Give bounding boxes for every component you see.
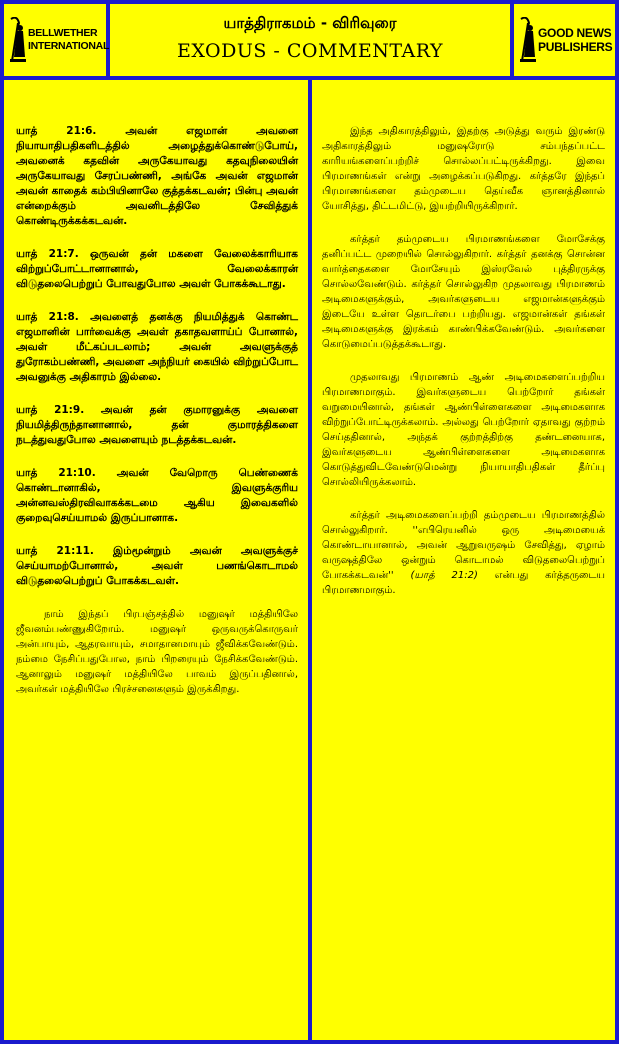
good-news-logo (514, 4, 615, 76)
title-english: EXODUS - COMMENTARY (176, 40, 444, 62)
commentary-paragraph: கர்த்தர் தம்முடைய பிரமாணங்களை மோசேக்கு தனிப்பட்ட முறையில் சொல்லுகிறார். கர்த்தர் தனக்கு சொன்ன வார்த்தைகளை மோசேயும் இஸ்ரவேல் புத்திரருக்கு சொல்லவேண்டும். கர்த்தர் சொல்லுகிற முதலாவது பிரமாணம் அடிமைகளுக்கும், அவர்களுடைய எஜமான்களுக்கும் இடையே உள்ள தொடர்பை பற்றியது. எஜமான்கள் தங்கள் அடிமைகளுக்கு இரக்கம் காண்பிக்கவேண்டும். அவர்களை கொடுமைப்படுத்தக்கூடாது. (322, 234, 605, 350)
page-header (110, 4, 510, 76)
commentary-paragraph: நாம் இந்தப் பிரபஞ்சத்தில் மனுஷர் மத்தியிலே ஜீவனம்பண்ணுகிறோம். மனுஷர் ஒருவருக்கொருவர் அன்பாயும், ஆதரவாயும், சமாதானமாயும் ஜீவிக்கவேண்டும். நம்மை நேசிப்பதுபோல, நாம் பிறரையும் நேசிக்கவேண்டும். ஆனாலும் மனுஷர் மத்தியிலே பாவம் இருப்பதினால், அவர்கள் மத்தியிலே பிரச்சனைகளும் இருக்கிறது. (16, 609, 298, 695)
paragraph-text: கர்த்தர் அடிமைகளைப்பற்றி தம்முடைய பிரமாணத்தில் சொல்லுகிறார். ''எபிரெயனில் ஒரு அடிமையைக் கொண்டாயானால், அவன் ஆறுவருஷம் சேவித்து, ஏழாம் வருஷத்திலே ஒன்றும் கொடாமல் விடுதலைபெற்றுப் போகக்கடவன்'' (322, 510, 605, 581)
verse-21-6: யாத் 21:6. அவன் எஜமான் அவனை நியாயாதிபதிகளிடத்தில் அழைத்துக்கொண்டுபோய், அவனைக் கதவின் அருகேயாவது கதவுநிலையின் அருகேயாவது சேரப்பண்ணி, அங்கே அவன் எஜமான் அவன் காதைக் கம்பியினாலே குத்தக்கடவன்; பின்பு அவன் என்றைக்கும் அவனிடத்திலே சேவித்துக் கொண்டிருக்கக்கடவன். (16, 125, 298, 227)
verse-reference: (யாத் 21:2) (410, 570, 478, 581)
verse-21-7: யாத் 21:7. ஒருவன் தன் மகளை வேலைக்காரியாக விற்றுப்போட்டானானால், வேலைக்காரன் விடுதலைபெற்றுப் போவதுபோல அவள் போகக்கூடாது. (16, 248, 298, 290)
commentary-paragraph: முதலாவது பிரமாணம் ஆண் அடிமைகளைப்பற்றிய பிரமாணமாகும். இவர்களுடைய பெற்றோர் தங்கள் வறுமையினால், தங்கள் ஆண்பிள்ளைகளை அடிமைகளாக விற்றுப்போட்டிருக்கலாம். அல்லது பெற்றோர் ஏதாவது குற்றம் செய்ததினால், அந்தக் குற்றத்திற்கு தண்டனையாக, இவர்களுடைய ஆண்பிள்ளைகளை அடிமைகளாக கொடுத்துவிடவேண்டுமென்று நியாயாதிபதிகள் தீர்ப்பு சொல்லியிருக்கலாம். (322, 372, 605, 488)
commentary-paragraph-last (322, 508, 605, 598)
logo-left-line2: INTERNATIONAL (28, 40, 110, 52)
shepherd-icon (8, 17, 26, 63)
logo-left-line1: BELLWETHER (28, 27, 98, 39)
right-column (312, 80, 615, 1040)
verse-21-10: யாத் 21:10. அவன் வேறொரு பெண்ணைக் கொண்டானாகில், இவளுக்குரிய அன்னவஸ்திரவிவாகக்கடமை ஆகிய இவைகளில் குறைவுசெய்யாமல் இருப்பானாக. (16, 467, 298, 524)
verse-21-9: யாத் 21:9. அவன் தன் குமாரனுக்கு அவளை நியமித்திருந்தானானால், தன் குமாரத்திகளை நடத்துவதுபோல அவளையும் நடத்தக்கடவன். (16, 404, 298, 446)
title-tamil: யாத்திராகமம் - விரிவுரை (223, 14, 397, 32)
logo-right-line2: PUBLISHERS (538, 40, 613, 54)
shepherd-icon (518, 17, 536, 63)
verse-21-11: யாத் 21:11. இம்மூன்றும் அவன் அவளுக்குச் செய்யாமற்போனால், அவள் பணங்கொடாமல் விடுதலைபெற்றுப் போகக்கடவள். (16, 545, 298, 587)
verse-21-8: யாத் 21:8. அவளைத் தனக்கு நியமித்துக் கொண்ட எஜமானின் பார்வைக்கு அவள் தகாதவளாய்ப் போனால், அவள் மீட்கப்படலாம்; அவன் அவளுக்குத் துரோகம்பண்ணி, அவளை அந்நியர் கையில் விற்றுப்போட அவனுக்கு அதிகாரம் இல்லை. (16, 311, 298, 383)
commentary-paragraph: இந்த அதிகாரத்திலும், இதற்கு அடுத்து வரும் இரண்டு அதிகாரத்திலும் மனுஷரோடு சம்பந்தப்பட்ட காரியங்களைப்பற்றிச் சொல்லப்பட்டிருக்கிறது. இவை பிரமாணங்கள் என்று அழைக்கப்படுகிறது. கர்த்தரே இந்தப் பிரமாணங்களை தம்முடைய தெய்வீக ஞானத்தினால் யோசித்து, திட்டமிட்டு, இயற்றியிருக்கிறார். (322, 126, 605, 212)
logo-right-line1: GOOD NEWS (538, 26, 612, 40)
paragraph-tail: என்பது கர்த்தருடைய பிரமாணமாகும். (322, 570, 605, 596)
left-column (4, 80, 308, 1040)
bellwether-logo (4, 4, 110, 76)
